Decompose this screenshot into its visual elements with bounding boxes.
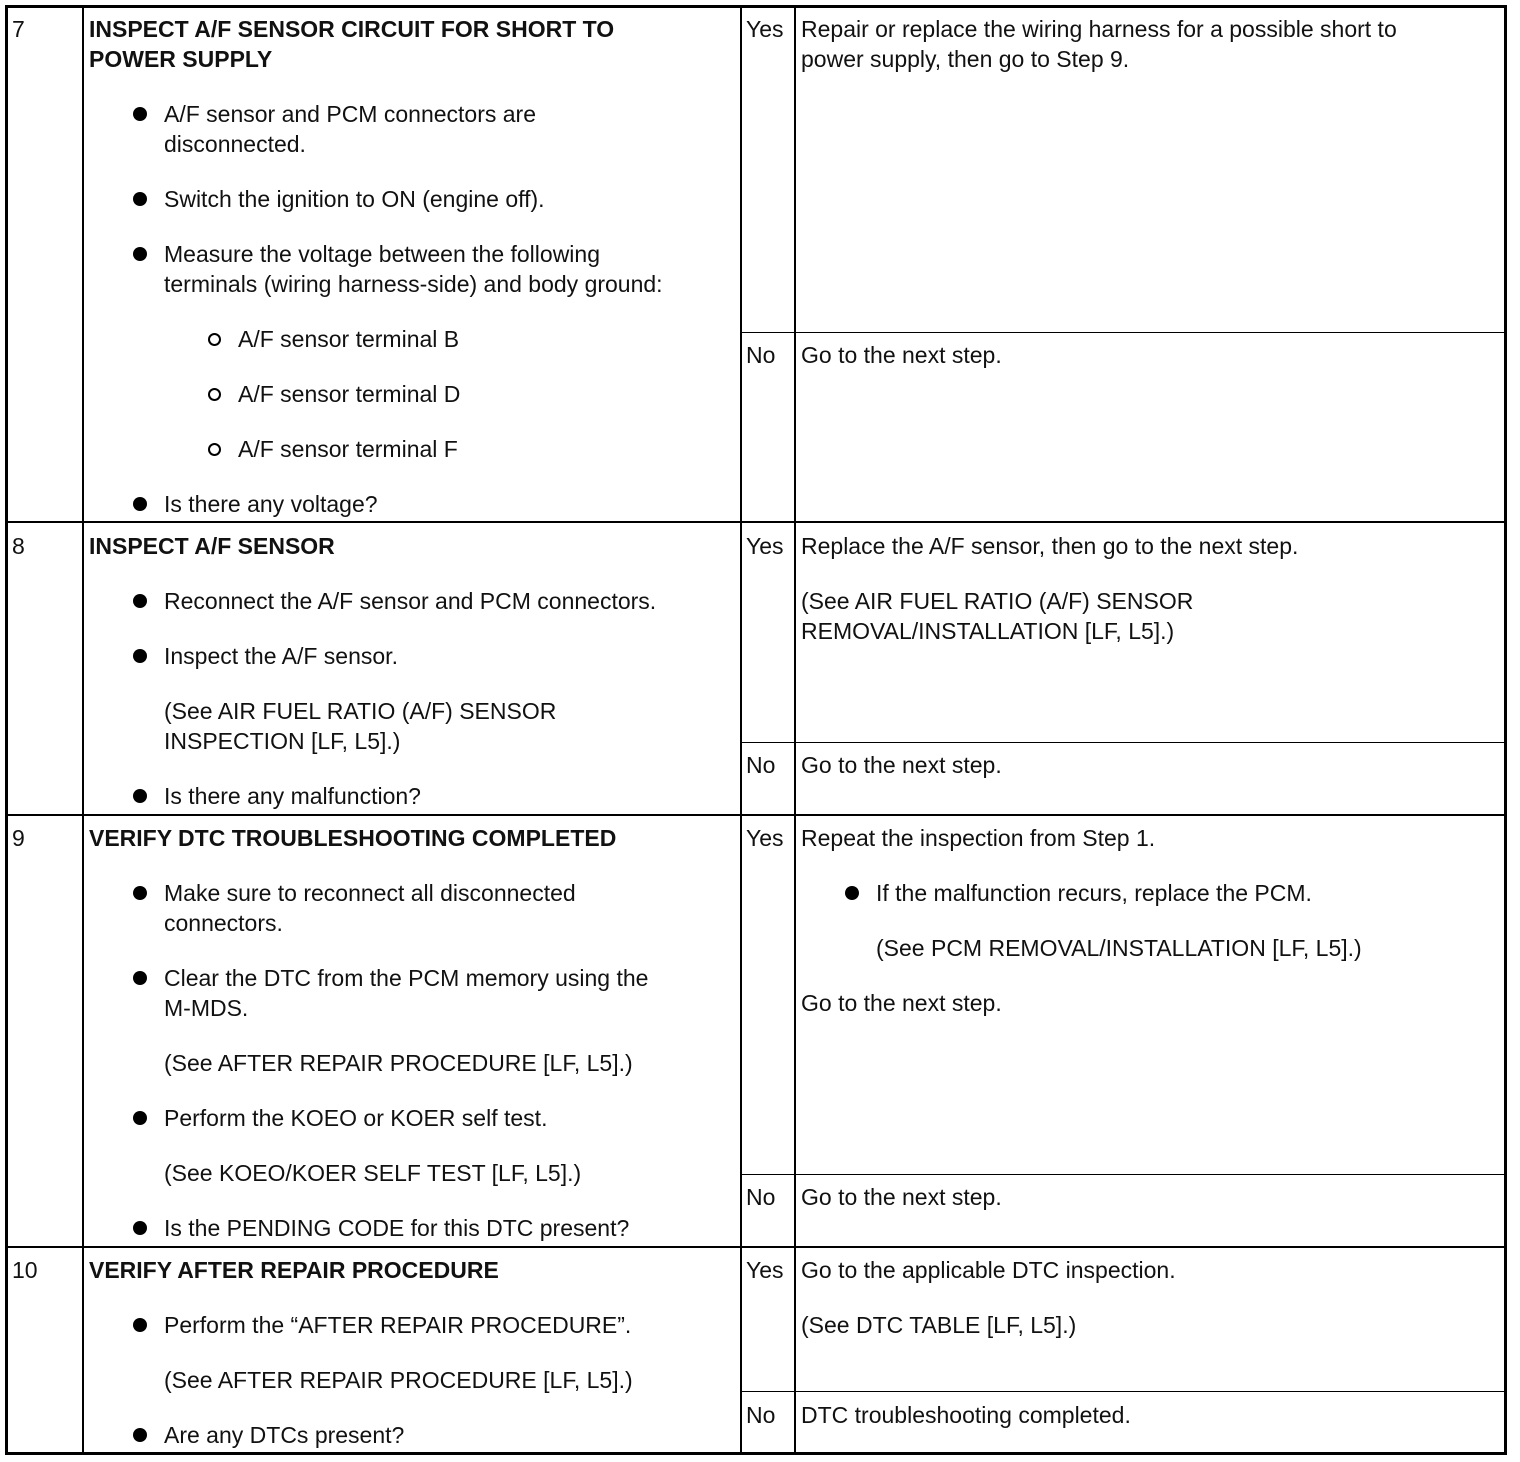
yes-action: Go to the applicable DTC inspection. (801, 1257, 1176, 1283)
yes-label: Yes (746, 825, 784, 851)
bullet-icon (133, 886, 147, 900)
yes-no-divider (740, 332, 1504, 333)
no-action: Go to the next step. (801, 342, 1002, 368)
step-number: 9 (12, 825, 25, 851)
step-reference: INSPECTION [LF, L5].) (164, 728, 401, 754)
yes-reference: (See PCM REMOVAL/INSTALLATION [LF, L5].) (876, 935, 1362, 961)
step-instruction: Switch the ignition to ON (engine off). (164, 186, 545, 212)
bullet-icon (133, 594, 147, 608)
yes-action: Go to the next step. (801, 990, 1002, 1016)
step-title: VERIFY AFTER REPAIR PROCEDURE (89, 1257, 499, 1283)
no-action: DTC troubleshooting completed. (801, 1402, 1131, 1428)
sub-bullet-icon (208, 443, 221, 456)
column-divider (740, 8, 742, 1452)
yes-action: Repeat the inspection from Step 1. (801, 825, 1156, 851)
yes-label: Yes (746, 533, 784, 559)
yes-no-divider (740, 1391, 1504, 1392)
row-divider (8, 814, 1504, 816)
bullet-icon (133, 247, 147, 261)
step-reference: (See KOEO/KOER SELF TEST [LF, L5].) (164, 1160, 582, 1186)
step-instruction: connectors. (164, 910, 283, 936)
no-label: No (746, 1184, 776, 1210)
bullet-icon (133, 107, 147, 121)
step-number: 7 (12, 16, 25, 42)
yes-action: power supply, then go to Step 9. (801, 46, 1130, 72)
step-instruction: disconnected. (164, 131, 306, 157)
row-divider (8, 521, 1504, 523)
sub-bullet-icon (208, 333, 221, 346)
column-divider (794, 8, 796, 1452)
no-action: Go to the next step. (801, 752, 1002, 778)
yes-action: Repair or replace the wiring harness for a possible short to (801, 16, 1397, 42)
step-reference: (See AFTER REPAIR PROCEDURE [LF, L5].) (164, 1050, 633, 1076)
step-instruction: Clear the DTC from the PCM memory using the (164, 965, 649, 991)
no-action: Go to the next step. (801, 1184, 1002, 1210)
no-label: No (746, 1402, 776, 1428)
no-label: No (746, 342, 776, 368)
bullet-icon (133, 192, 147, 206)
row-divider (8, 1246, 1504, 1248)
step-sub-instruction: A/F sensor terminal F (238, 436, 458, 462)
step-instruction: Reconnect the A/F sensor and PCM connectors. (164, 588, 657, 614)
yes-action: Replace the A/F sensor, then go to the next step. (801, 533, 1299, 559)
step-title: POWER SUPPLY (89, 46, 273, 72)
yes-action: If the malfunction recurs, replace the PCM. (876, 880, 1312, 906)
step-instruction: A/F sensor and PCM connectors are (164, 101, 536, 127)
column-divider (82, 8, 84, 1452)
no-label: No (746, 752, 776, 778)
bullet-icon (133, 1221, 147, 1235)
step-number: 8 (12, 533, 25, 559)
step-instruction: Is there any voltage? (164, 491, 378, 517)
step-title: INSPECT A/F SENSOR CIRCUIT FOR SHORT TO (89, 16, 615, 42)
step-instruction: Is there any malfunction? (164, 783, 421, 809)
step-instruction: Measure the voltage between the following (164, 241, 601, 267)
yes-no-divider (740, 1174, 1504, 1175)
yes-reference: (See DTC TABLE [LF, L5].) (801, 1312, 1077, 1338)
step-reference: (See AFTER REPAIR PROCEDURE [LF, L5].) (164, 1367, 633, 1393)
sub-bullet-icon (208, 388, 221, 401)
step-instruction: M-MDS. (164, 995, 249, 1021)
step-number: 10 (12, 1257, 38, 1283)
yes-reference: REMOVAL/INSTALLATION [LF, L5].) (801, 618, 1175, 644)
step-instruction: Perform the “AFTER REPAIR PROCEDURE”. (164, 1312, 632, 1338)
yes-label: Yes (746, 16, 784, 42)
step-instruction: terminals (wiring harness-side) and body ground: (164, 271, 663, 297)
step-sub-instruction: A/F sensor terminal B (238, 326, 460, 352)
yes-reference: (See AIR FUEL RATIO (A/F) SENSOR (801, 588, 1194, 614)
bullet-icon (133, 1318, 147, 1332)
yes-label: Yes (746, 1257, 784, 1283)
bullet-icon (845, 886, 859, 900)
bullet-icon (133, 789, 147, 803)
yes-no-divider (740, 742, 1504, 743)
step-instruction: Inspect the A/F sensor. (164, 643, 398, 669)
bullet-icon (133, 497, 147, 511)
bullet-icon (133, 1111, 147, 1125)
step-title: VERIFY DTC TROUBLESHOOTING COMPLETED (89, 825, 617, 851)
step-reference: (See AIR FUEL RATIO (A/F) SENSOR (164, 698, 557, 724)
step-instruction: Make sure to reconnect all disconnected (164, 880, 576, 906)
step-instruction: Are any DTCs present? (164, 1422, 405, 1448)
bullet-icon (133, 649, 147, 663)
bullet-icon (133, 1428, 147, 1442)
step-instruction: Perform the KOEO or KOER self test. (164, 1105, 548, 1131)
step-sub-instruction: A/F sensor terminal D (238, 381, 461, 407)
step-instruction: Is the PENDING CODE for this DTC present? (164, 1215, 630, 1241)
troubleshooting-table (5, 5, 1507, 1455)
bullet-icon (133, 971, 147, 985)
step-title: INSPECT A/F SENSOR (89, 533, 335, 559)
